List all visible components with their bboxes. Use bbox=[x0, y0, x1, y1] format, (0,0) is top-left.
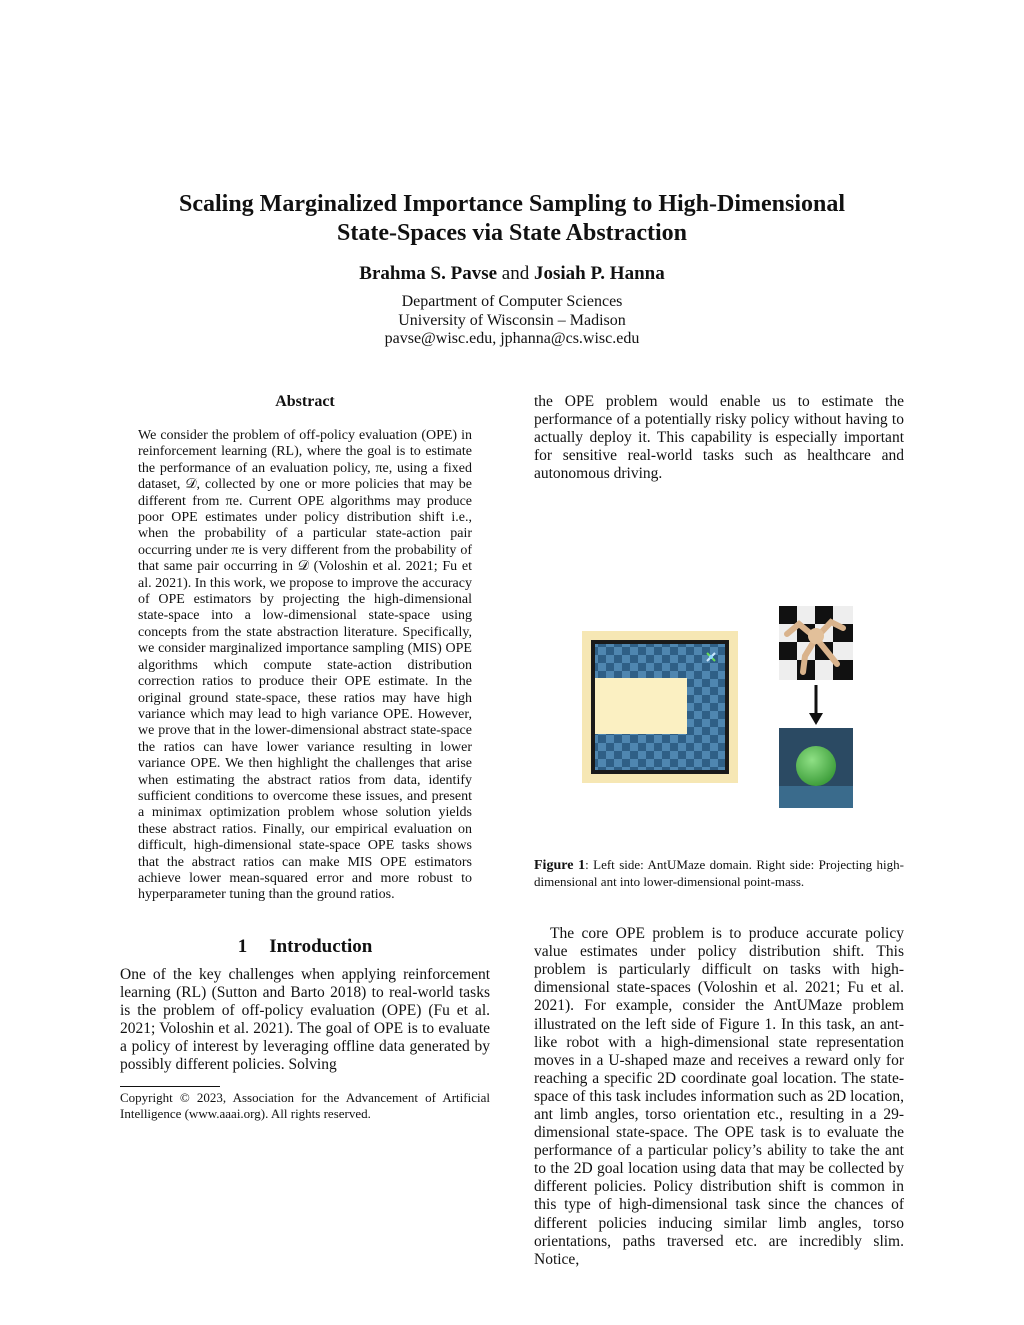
left-column bbox=[120, 393, 490, 1121]
author-2: Josiah P. Hanna bbox=[533, 263, 665, 284]
section-heading-introduction bbox=[120, 936, 490, 958]
footnote-rule bbox=[120, 1086, 220, 1087]
down-arrow-icon bbox=[808, 685, 824, 725]
ant-robot-image bbox=[779, 606, 853, 680]
point-mass-image bbox=[779, 728, 853, 808]
intro-paragraph-2: The core OPE problem is to produce accurate policy value estimates under policy distribution shift. This problem is particularly difficult on tasks with high-dimensional state-spaces (Voloshin et al. 2021; Fu et al. 2021). For example, consider the AntUMaze problem illustrated on the left side of Figure 1. In this task, an ant-like robot with a high-dimensional state representation moves in a U-shaped maze and receives a reward only for reaching a specific 2D coordinate goal location. The state-space of this task includes information such as 2D location, ant limb angles, torso orientation etc., resulting in a 29-dimensional state-space. The OPE task is to evaluate the performance of a particular policy’s ability to take the ant to the 2D goal location using data that may be collected by different policies. Policy distribution shift is common in this type of high-dimensional task since the chances of different policies inducing similar limb angles, torso orientations, paths traversed etc. are incredibly slim. Notice, bbox=[534, 925, 904, 1268]
section-title: Introduction bbox=[269, 935, 373, 957]
abstract-heading: Abstract bbox=[275, 393, 335, 410]
affiliation-block bbox=[0, 293, 1024, 349]
title-line-2: State-Spaces via State Abstraction bbox=[337, 220, 687, 246]
affiliation-university: University of Wisconsin – Madison bbox=[398, 311, 626, 329]
copyright-footnote: Copyright © 2023, Association for the Advancement of Artificial Intelligence (www.aaai.org). All rights reserved. bbox=[120, 1090, 490, 1121]
author-emails: pavse@wisc.edu, jphanna@cs.wisc.edu bbox=[384, 330, 640, 347]
right-column bbox=[534, 393, 904, 1269]
figure-1 bbox=[534, 513, 904, 848]
antumaze-image bbox=[582, 631, 738, 783]
intro-paragraph-1-continued: the OPE problem would enable us to estimate the performance of a potentially risky policy without having to actually deploy it. This capability is especially important for sensitive real-world tasks such as healthcare and autonomous driving. bbox=[534, 393, 904, 483]
author-line bbox=[0, 263, 1024, 285]
section-number: 1 bbox=[237, 935, 248, 957]
figure-1-caption bbox=[534, 857, 904, 890]
affiliation-department: Department of Computer Sciences bbox=[401, 293, 623, 310]
author-1: Brahma S. Pavse bbox=[359, 263, 498, 284]
intro-paragraph-1: One of the key challenges when applying reinforcement learning (RL) (Sutton and Barto 2018) to real-world tasks is the problem of off-policy evaluation (OPE) (Fu et al. 2021; Voloshin et al. 2021). The goal of OPE is to evaluate a policy of interest by leveraging offline data generated by possibly different policies. Solving bbox=[120, 965, 490, 1074]
figure-1-caption-text: : Left side: AntUMaze domain. Right side: Projecting high-dimensional ant into lower-dimensional point-mass. bbox=[534, 857, 904, 890]
author-and: and bbox=[501, 263, 530, 284]
abstract-text: We consider the problem of off-policy evaluation (OPE) in reinforcement learning (RL), where the goal is to estimate the performance of an evaluation policy, πe, using a fixed dataset, 𝒟, collected by one or more policies that may be different from πe. Current OPE algorithms may produce poor OPE estimates under policy distribution shift i.e., when the probability of a particular state-action pair occurring under πe is very different from the probability of that same pair occurring in 𝒟 (Voloshin et al. 2021; Fu et al. 2021). In this work, we propose to improve the accuracy of OPE estimators by projecting the high-dimensional state-space into a low-dimensional state-space using concepts from the state abstraction literature. Specifically, we consider marginalized importance sampling (MIS) OPE algorithms which compute state-action distribution correction ratios to produce their OPE estimate. In the original ground state-space, these ratios may have high variance which may lead to high variance OPE. However, we prove that in the lower-dimensional abstract state-space the ratios can have lower variance resulting in lower variance OPE. We then highlight the challenges that arise when estimating the abstract ratios from data, identify sufficient conditions to overcome these issues, and present a minimax optimization problem whose solution yields these abstract ratios. Finally, our empirical evaluation on difficult, high-dimensional state-space OPE tasks shows that the abstract ratios can make MIS OPE estimators achieve lower mean-squared error and more robust to hyperparameter tuning than the ground ratios. bbox=[138, 428, 472, 903]
figure-1-label: Figure 1 bbox=[534, 858, 586, 874]
title-line-1: Scaling Marginalized Importance Sampling to High-Dimensional bbox=[178, 191, 846, 217]
paper-title bbox=[0, 190, 1024, 248]
